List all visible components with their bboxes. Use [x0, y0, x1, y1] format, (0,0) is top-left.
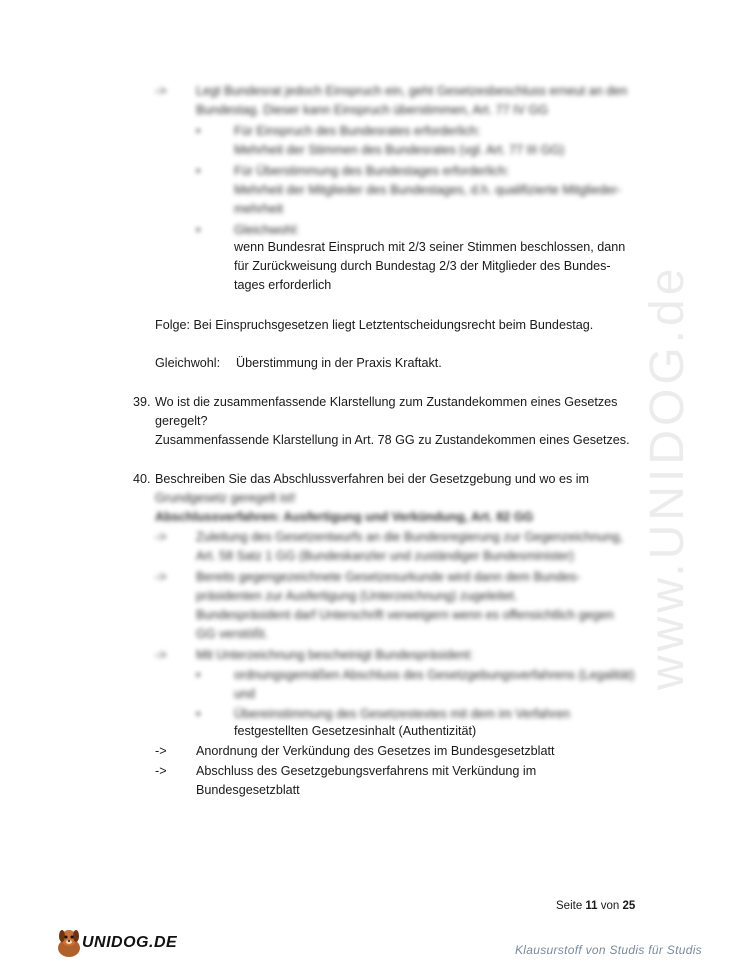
text-line: Abschlussverfahren: Ausfertigung und Verkündung, Art. 82 GG	[155, 510, 534, 524]
text-line: ->	[155, 764, 167, 778]
page-number	[556, 900, 635, 912]
dog-icon	[52, 926, 86, 960]
text-line: Wo ist die zusammenfassende Klarstellung zum Zustandekommen eines Gesetzes	[155, 395, 618, 409]
text-line: geregelt?	[155, 414, 208, 428]
text-line: Mehrheit der Mitglieder des Bundestages, d.h. qualifizierte Mitglieder-	[234, 183, 622, 197]
page-total: 25	[622, 900, 636, 912]
text-line: Überstimmung in der Praxis Kraftakt.	[236, 356, 442, 370]
watermark: www.UNIDOG.de	[641, 264, 694, 690]
text-line: Für Überstimmung des Bundestages erforderlich:	[234, 164, 510, 178]
text-line: •	[196, 164, 201, 178]
page-current: 11	[585, 900, 598, 912]
text-line: Gleichwohl:	[234, 223, 300, 237]
text-line: •	[196, 124, 201, 138]
text-line: Bundespräsident darf Unterschrift verweigern wenn es offensichtlich gegen	[196, 608, 614, 622]
text-line: ->	[155, 84, 167, 98]
text-line: Bereits gegengezeichnete Gesetzesurkunde wird dann dem Bundes-	[196, 570, 581, 584]
text-line: mehrheit	[234, 202, 283, 216]
text-line: tages erforderlich	[234, 278, 332, 292]
text-line: Folge: Bei Einspruchsgesetzen liegt Letztentscheidungsrecht beim Bundestag.	[155, 318, 594, 332]
text-line: •	[196, 707, 201, 721]
text-line: Anordnung der Verkündung des Gesetzes im Bundesgesetzblatt	[196, 744, 555, 758]
page-mid: von	[597, 900, 623, 912]
text-line: Grundgesetz geregelt ist!	[155, 491, 296, 505]
footer-tagline: Klausurstoff von Studis für Studis	[515, 943, 702, 957]
text-line: 39.	[133, 395, 151, 409]
text-line: Für Einspruch des Bundesrates erforderlich:	[234, 124, 481, 138]
text-line: GG verstößt.	[196, 627, 269, 641]
unidog-logo	[52, 926, 178, 960]
text-line: festgestellten Gesetzesinhalt (Authentizität)	[234, 724, 477, 738]
text-line: ->	[155, 648, 167, 662]
text-line: für Zurückweisung durch Bundestag 2/3 der Mitglieder des Bundes-	[234, 259, 611, 273]
text-line: •	[196, 668, 201, 682]
text-line: Mehrheit der Stimmen des Bundesrates (vgl. Art. 77 III GG)	[234, 143, 565, 157]
text-line: wenn Bundesrat Einspruch mit 2/3 seiner Stimmen beschlossen, dann	[234, 240, 626, 254]
text-line: Gleichwohl:	[155, 356, 221, 370]
text-line: Beschreiben Sie das Abschlussverfahren bei der Gesetzgebung und wo es im	[155, 472, 590, 486]
text-line: Zuleitung des Gesetzentwurfs an die Bundesregierung zur Gegenzeichnung,	[196, 530, 624, 544]
text-line: ->	[155, 570, 167, 584]
text-line: ->	[155, 744, 167, 758]
text-line: Bundesgesetzblatt	[196, 783, 300, 797]
text-line: Legt Bundesrat jedoch Einspruch ein, geht Gesetzesbeschluss erneut an den	[196, 84, 628, 98]
text-line: Art. 58 Satz 1 GG (Bundeskanzler und zuständiger Bundesminister)	[196, 549, 575, 563]
page-prefix: Seite	[556, 900, 586, 912]
text-line: präsidenten zur Ausfertigung (Unterzeichnung) zugeleitet.	[196, 589, 518, 603]
text-line: ->	[155, 530, 167, 544]
text-line: Abschluss des Gesetzgebungsverfahrens mit Verkündung im	[196, 764, 537, 778]
text-line: Übereinstimmung des Gesetzestextes mit dem im Verfahren	[234, 707, 570, 721]
logo-text: UNIDOG.DE	[82, 934, 178, 951]
text-line: Mit Unterzeichnung bescheinigt Bundespräsident:	[196, 648, 474, 662]
text-line: ordnungsgemäßen Abschluss des Gesetzgebungsverfahrens (Legalität)	[234, 668, 635, 682]
text-line: •	[196, 223, 201, 237]
text-line: Zusammenfassende Klarstellung in Art. 78 GG zu Zustandekommen eines Gesetzes.	[155, 433, 630, 447]
text-line: und	[234, 687, 256, 701]
text-line: Bundestag. Dieser kann Einspruch überstimmen, Art. 77 IV GG	[196, 103, 549, 117]
text-line: 40.	[133, 472, 151, 486]
